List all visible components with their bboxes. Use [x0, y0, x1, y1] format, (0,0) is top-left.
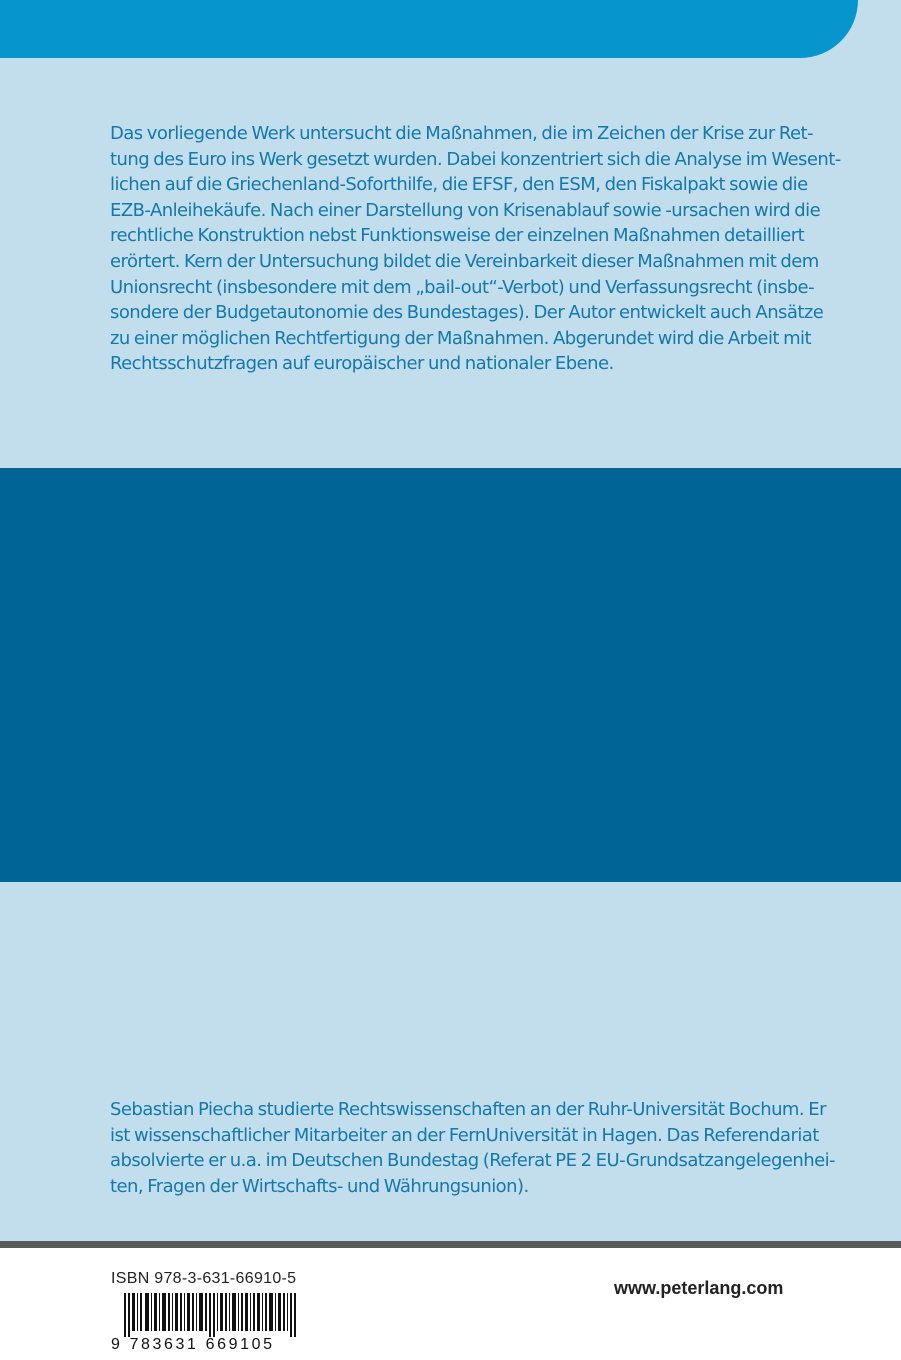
- barcode: [124, 1293, 300, 1337]
- abstract-line: Das vorliegende Werk untersucht die Maßnahmen, die im Zeichen der Krise zur Ret-: [110, 123, 813, 144]
- top-accent-band: [0, 0, 858, 58]
- bio-line: Sebastian Piecha studierte Rechtswissenschaften an der Ruhr-Universität Bochum. Er: [110, 1099, 826, 1120]
- publisher-website-link[interactable]: www.peterlang.com: [614, 1278, 784, 1298]
- barcode-bars: [124, 1293, 296, 1337]
- abstract-line: rechtliche Konstruktion nebst Funktionsweise der einzelnen Maßnahmen detailliert: [110, 225, 805, 247]
- abstract-line: erörtert. Kern der Untersuchung bildet die Vereinbarkeit dieser Maßnahmen mit dem: [110, 250, 819, 272]
- abstract-line: Rechtsschutzfragen auf europäischer und nationaler Ebene.: [110, 353, 614, 375]
- abstract-text: [110, 121, 841, 377]
- author-bio-text: [110, 1097, 835, 1199]
- bio-line: ist wissenschaftlicher Mitarbeiter an der FernUniversität in Hagen. Das Referendariat: [110, 1124, 819, 1146]
- isbn-label: ISBN 978-3-631-66910-5: [111, 1270, 297, 1287]
- dark-blue-band: [0, 468, 901, 882]
- bio-line: absolvierte er u.a. im Deutschen Bundestag (Referat PE 2 EU-Grundsatzangelegenhei-: [110, 1150, 835, 1172]
- abstract-line: lichen auf die Griechenland-Soforthilfe, die EFSF, den ESM, den Fiskalpakt sowie die: [110, 174, 808, 196]
- abstract-line: tung des Euro ins Werk gesetzt wurden. Dabei konzentriert sich die Analyse im Wesent-: [110, 148, 841, 170]
- abstract-line: zu einer möglichen Rechtfertigung der Maßnahmen. Abgerundet wird die Arbeit mit: [110, 327, 812, 349]
- barcode-number: 9 783631 669105: [111, 1336, 275, 1353]
- abstract-line: EZB-Anleihekäufe. Nach einer Darstellung von Krisenablauf sowie -ursachen wird die: [110, 199, 821, 221]
- abstract-line: sondere der Budgetautonomie des Bundestages). Der Autor entwickelt auch Ansätze: [110, 302, 824, 324]
- abstract-line: Unionsrecht (insbesondere mit dem „bail-out“-Verbot) und Verfassungsrecht (insbe-: [110, 276, 815, 298]
- footer-divider: [0, 1241, 901, 1248]
- bio-line: ten, Fragen der Wirtschafts- und Währungsunion).: [110, 1175, 529, 1197]
